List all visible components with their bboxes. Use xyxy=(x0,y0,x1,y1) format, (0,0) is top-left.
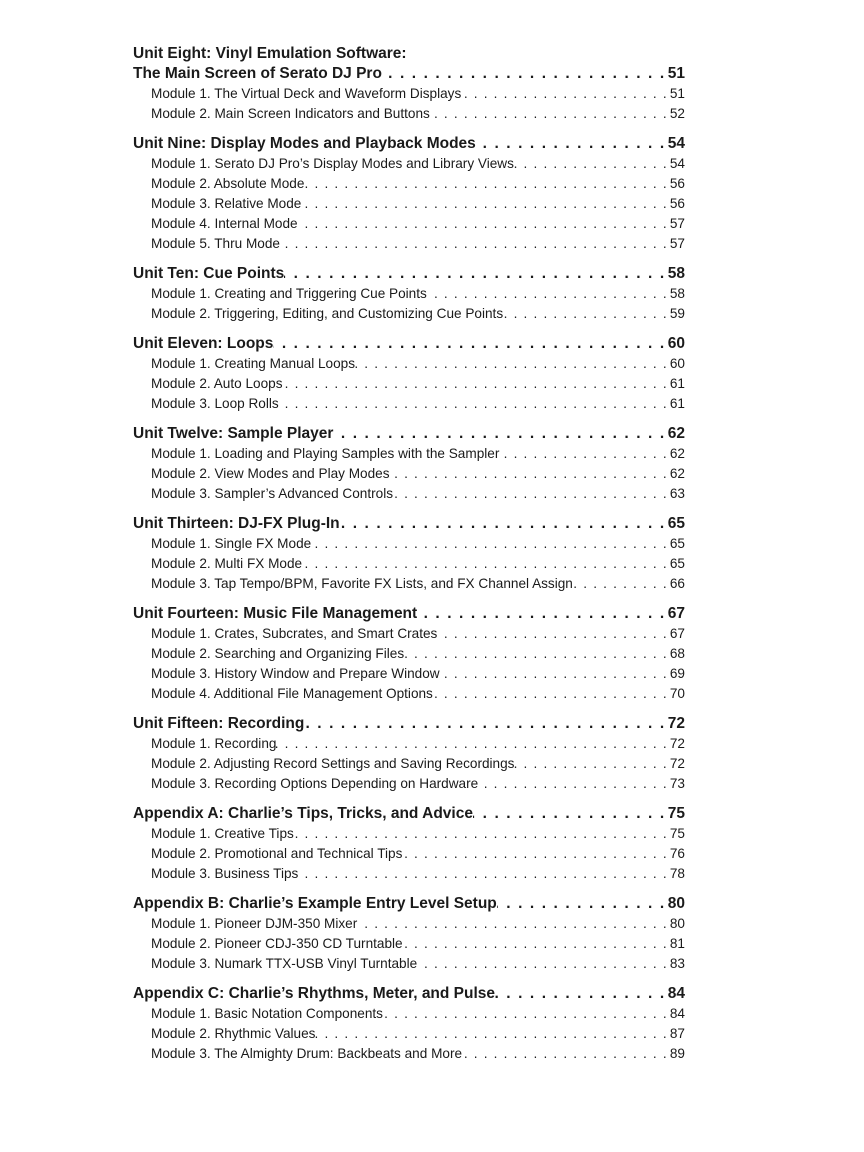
module-page-number: 81 xyxy=(669,936,685,951)
toc-unit xyxy=(133,334,685,414)
module-title: Module 1. Serato DJ Pro’s Display Modes and Library Views xyxy=(151,156,514,171)
module-title: Module 3. Loop Rolls xyxy=(151,396,279,411)
module-title: Module 4. Additional File Management Options xyxy=(151,686,433,701)
module-title: Module 1. Creating and Triggering Cue Points xyxy=(151,286,427,301)
module-page-number: 56 xyxy=(669,176,685,191)
module-page-number: 76 xyxy=(669,846,685,861)
dot-leader xyxy=(497,894,668,914)
unit-page-number: 65 xyxy=(667,515,685,532)
module-entry xyxy=(133,644,685,664)
dot-leader xyxy=(283,374,670,394)
dot-leader xyxy=(495,984,668,1004)
module-page-number: 61 xyxy=(669,396,685,411)
module-entry xyxy=(133,774,685,794)
unit-title: Unit Fifteen: Recording xyxy=(133,715,305,732)
dot-leader xyxy=(357,914,670,934)
module-entry xyxy=(133,464,685,484)
module-page-number: 51 xyxy=(669,86,685,101)
module-page-number: 56 xyxy=(669,196,685,211)
module-title: Module 1. Loading and Playing Samples with the Sampler xyxy=(151,446,500,461)
module-entry xyxy=(133,664,685,684)
module-entry xyxy=(133,554,685,574)
module-title: Module 1. Basic Notation Components xyxy=(151,1006,383,1021)
dot-leader xyxy=(573,574,670,594)
dot-leader xyxy=(294,824,670,844)
module-entry xyxy=(133,104,685,124)
dot-leader xyxy=(417,604,668,624)
unit-heading xyxy=(133,604,685,624)
toc-unit xyxy=(133,134,685,254)
module-entry xyxy=(133,174,685,194)
module-title: Module 2. Auto Loops xyxy=(151,376,283,391)
module-page-number: 83 xyxy=(669,956,685,971)
module-page-number: 62 xyxy=(669,446,685,461)
module-entry xyxy=(133,934,685,954)
module-title: Module 1. Pioneer DJM-350 Mixer xyxy=(151,916,358,931)
module-page-number: 54 xyxy=(669,156,685,171)
module-page-number: 52 xyxy=(669,106,685,121)
module-title: Module 2. Searching and Organizing Files xyxy=(151,646,405,661)
module-title: Module 2. Absolute Mode xyxy=(151,176,305,191)
module-title: Module 3. Sampler’s Advanced Controls xyxy=(151,486,394,501)
toc-unit xyxy=(133,714,685,794)
module-title: Module 3. Relative Mode xyxy=(151,196,302,211)
module-entry xyxy=(133,684,685,704)
module-page-number: 67 xyxy=(669,626,685,641)
toc-unit xyxy=(133,984,685,1064)
unit-title: Unit Twelve: Sample Player xyxy=(133,425,334,442)
module-page-number: 68 xyxy=(669,646,685,661)
unit-title: Unit Nine: Display Modes and Playback Modes xyxy=(133,135,476,152)
unit-heading xyxy=(133,894,685,914)
dot-leader xyxy=(333,424,667,444)
module-title: Module 5. Thru Mode xyxy=(151,236,280,251)
dot-leader xyxy=(298,214,670,234)
module-title: Module 3. Numark TTX-USB Vinyl Turntable xyxy=(151,956,418,971)
module-entry xyxy=(133,954,685,974)
module-page-number: 66 xyxy=(669,576,685,591)
dot-leader xyxy=(382,64,668,84)
toc-unit xyxy=(133,894,685,974)
module-title: Module 2. Rhythmic Values xyxy=(151,1026,316,1041)
module-entry xyxy=(133,444,685,464)
module-title: Module 4. Internal Mode xyxy=(151,216,298,231)
module-page-number: 80 xyxy=(669,916,685,931)
dot-leader xyxy=(383,1004,670,1024)
dot-leader xyxy=(514,154,670,174)
module-page-number: 87 xyxy=(669,1026,685,1041)
module-page-number: 75 xyxy=(669,826,685,841)
module-entry xyxy=(133,624,685,644)
module-entry xyxy=(133,234,685,254)
module-title: Module 2. Triggering, Editing, and Customizing Cue Points xyxy=(151,306,504,321)
dot-leader xyxy=(430,104,670,124)
module-entry xyxy=(133,154,685,174)
module-page-number: 89 xyxy=(669,1046,685,1061)
module-title: Module 3. History Window and Prepare Window xyxy=(151,666,440,681)
unit-page-number: 80 xyxy=(667,895,685,912)
module-entry xyxy=(133,754,685,774)
dot-leader xyxy=(301,194,670,214)
dot-leader xyxy=(473,804,668,824)
unit-title: Unit Thirteen: DJ-FX Plug-In xyxy=(133,515,340,532)
dot-leader xyxy=(478,774,670,794)
dot-leader xyxy=(503,304,670,324)
table-of-contents xyxy=(133,44,685,1074)
module-page-number: 65 xyxy=(669,556,685,571)
module-entry xyxy=(133,194,685,214)
unit-heading xyxy=(133,514,685,534)
module-entry xyxy=(133,394,685,414)
dot-leader xyxy=(440,664,670,684)
module-title: Module 1. Recording xyxy=(151,736,277,751)
unit-heading xyxy=(133,134,685,154)
module-title: Module 3. Recording Options Depending on Hardware xyxy=(151,776,479,791)
module-entry xyxy=(133,914,685,934)
module-entry xyxy=(133,574,685,594)
dot-leader xyxy=(273,334,667,354)
unit-page-number: 58 xyxy=(667,265,685,282)
unit-page-number: 72 xyxy=(667,715,685,732)
module-page-number: 62 xyxy=(669,466,685,481)
module-entry xyxy=(133,214,685,234)
unit-title: Unit Ten: Cue Points xyxy=(133,265,285,282)
dot-leader xyxy=(302,554,670,574)
dot-leader xyxy=(284,264,667,284)
module-title: Module 3. Business Tips xyxy=(151,866,299,881)
module-page-number: 72 xyxy=(669,756,685,771)
module-page-number: 78 xyxy=(669,866,685,881)
unit-heading xyxy=(133,984,685,1004)
dot-leader xyxy=(476,134,668,154)
dot-leader xyxy=(276,734,669,754)
module-page-number: 58 xyxy=(669,286,685,301)
toc-unit xyxy=(133,514,685,594)
dot-leader xyxy=(437,624,670,644)
module-page-number: 73 xyxy=(669,776,685,791)
unit-heading xyxy=(133,424,685,444)
module-title: Module 2. Pioneer CDJ-350 CD Turntable xyxy=(151,936,403,951)
dot-leader xyxy=(280,234,670,254)
unit-page-number: 51 xyxy=(667,65,685,82)
unit-page-number: 84 xyxy=(667,985,685,1002)
unit-title: Appendix C: Charlie’s Rhythms, Meter, and Pulse xyxy=(133,985,496,1002)
unit-heading xyxy=(133,44,685,64)
dot-leader xyxy=(402,844,669,864)
toc-unit xyxy=(133,424,685,504)
module-title: Module 2. View Modes and Play Modes xyxy=(151,466,390,481)
module-page-number: 57 xyxy=(669,236,685,251)
dot-leader xyxy=(393,484,670,504)
dot-leader xyxy=(304,174,669,194)
module-page-number: 59 xyxy=(669,306,685,321)
unit-title: Unit Eleven: Loops xyxy=(133,335,274,352)
module-entry xyxy=(133,354,685,374)
unit-title: The Main Screen of Serato DJ Pro xyxy=(133,65,382,82)
module-entry xyxy=(133,84,685,104)
dot-leader xyxy=(403,934,670,954)
module-title: Module 1. Single FX Mode xyxy=(151,536,312,551)
module-page-number: 69 xyxy=(669,666,685,681)
dot-leader xyxy=(304,714,667,734)
module-title: Module 3. The Almighty Drum: Backbeats and More xyxy=(151,1046,463,1061)
unit-heading xyxy=(133,804,685,824)
dot-leader xyxy=(390,464,670,484)
unit-title: Unit Eight: Vinyl Emulation Software: xyxy=(133,45,407,62)
module-title: Module 2. Multi FX Mode xyxy=(151,556,303,571)
module-title: Module 1. Creative Tips xyxy=(151,826,294,841)
unit-page-number: 62 xyxy=(667,425,685,442)
dot-leader xyxy=(417,954,670,974)
toc-unit xyxy=(133,804,685,884)
module-page-number: 65 xyxy=(669,536,685,551)
module-page-number: 61 xyxy=(669,376,685,391)
module-page-number: 72 xyxy=(669,736,685,751)
toc-unit xyxy=(133,264,685,324)
dot-leader xyxy=(461,84,670,104)
module-entry xyxy=(133,1044,685,1064)
dot-leader xyxy=(279,394,670,414)
module-entry xyxy=(133,824,685,844)
unit-title: Appendix A: Charlie’s Tips, Tricks, and Advice xyxy=(133,805,473,822)
module-title: Module 2. Promotional and Technical Tips xyxy=(151,846,403,861)
unit-heading xyxy=(133,264,685,284)
dot-leader xyxy=(340,514,668,534)
module-title: Module 2. Main Screen Indicators and Buttons xyxy=(151,106,430,121)
unit-heading xyxy=(133,714,685,734)
dot-leader xyxy=(427,284,670,304)
dot-leader xyxy=(355,354,670,374)
dot-leader xyxy=(298,864,670,884)
dot-leader xyxy=(499,444,670,464)
unit-title: Unit Fourteen: Music File Management xyxy=(133,605,418,622)
module-page-number: 60 xyxy=(669,356,685,371)
module-title: Module 1. Crates, Subcrates, and Smart Crates xyxy=(151,626,438,641)
dot-leader xyxy=(315,1024,669,1044)
module-title: Module 1. The Virtual Deck and Waveform Displays xyxy=(151,86,462,101)
module-entry xyxy=(133,1024,685,1044)
unit-page-number: 75 xyxy=(667,805,685,822)
dot-leader xyxy=(404,644,670,664)
module-title: Module 3. Tap Tempo/BPM, Favorite FX Lists, and FX Channel Assign xyxy=(151,576,573,591)
unit-heading xyxy=(133,334,685,354)
module-title: Module 1. Creating Manual Loops xyxy=(151,356,356,371)
module-page-number: 70 xyxy=(669,686,685,701)
unit-page-number: 67 xyxy=(667,605,685,622)
toc-unit xyxy=(133,604,685,704)
module-entry xyxy=(133,304,685,324)
toc-unit xyxy=(133,44,685,124)
module-entry xyxy=(133,484,685,504)
unit-page-number: 60 xyxy=(667,335,685,352)
unit-heading xyxy=(133,64,685,84)
dot-leader xyxy=(462,1044,670,1064)
unit-page-number: 54 xyxy=(667,135,685,152)
module-entry xyxy=(133,734,685,754)
module-page-number: 63 xyxy=(669,486,685,501)
dot-leader xyxy=(311,534,670,554)
module-entry xyxy=(133,284,685,304)
module-entry xyxy=(133,864,685,884)
dot-leader xyxy=(514,754,669,774)
module-entry xyxy=(133,534,685,554)
unit-title: Appendix B: Charlie’s Example Entry Level Setup xyxy=(133,895,497,912)
module-entry xyxy=(133,1004,685,1024)
module-title: Module 2. Adjusting Record Settings and Saving Recordings xyxy=(151,756,515,771)
module-entry xyxy=(133,374,685,394)
module-entry xyxy=(133,844,685,864)
dot-leader xyxy=(433,684,670,704)
module-page-number: 84 xyxy=(669,1006,685,1021)
module-page-number: 57 xyxy=(669,216,685,231)
